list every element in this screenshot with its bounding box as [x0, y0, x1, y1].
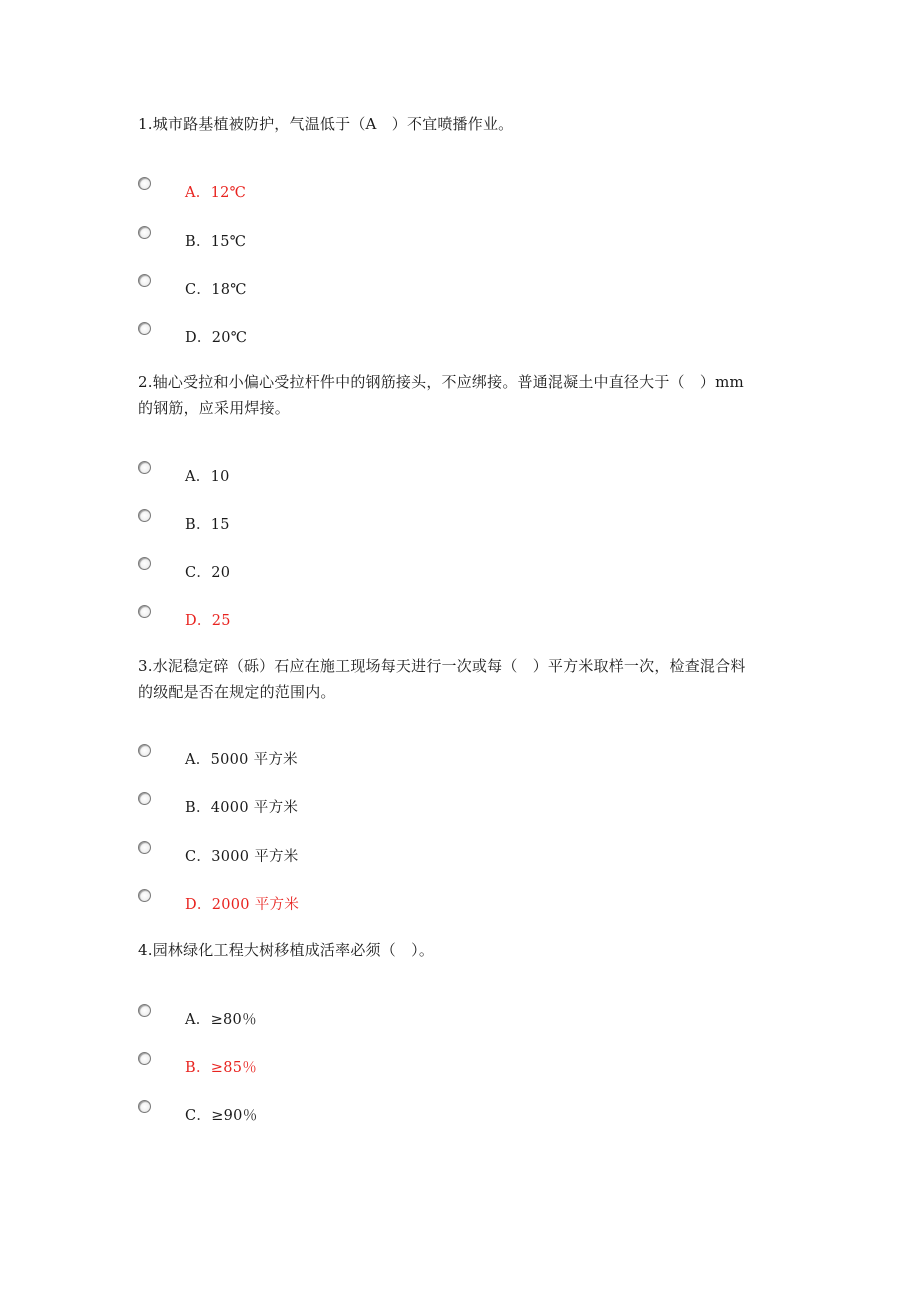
option-label: D．25 — [185, 613, 231, 629]
question-2-stem-line-1: 2.轴心受拉和小偏心受拉杆件中的钢筋接头，不应绑接。普通混凝土中直径大于（ ）mm — [138, 373, 744, 391]
question-4-stem — [138, 937, 798, 963]
question-3-option-b[interactable] — [138, 800, 538, 824]
option-label: C．3000 平方米 — [185, 849, 299, 865]
question-2-option-c[interactable] — [138, 565, 538, 589]
question-3-stem — [138, 653, 798, 705]
question-4-option-b[interactable] — [138, 1060, 538, 1084]
question-2-option-d[interactable] — [138, 613, 538, 637]
radio-button[interactable] — [138, 1004, 151, 1017]
option-label: A．5000 平方米 — [185, 752, 298, 768]
option-label: C．18℃ — [185, 282, 247, 298]
radio-button[interactable] — [138, 557, 151, 570]
radio-button[interactable] — [138, 889, 151, 902]
option-label: D．2000 平方米 — [185, 897, 300, 913]
radio-button[interactable] — [138, 274, 151, 287]
question-1-option-b[interactable] — [138, 234, 538, 258]
question-1-option-a[interactable] — [138, 185, 538, 209]
question-4-option-a[interactable] — [138, 1012, 538, 1036]
question-1-stem-line-1: 1.城市路基植被防护，气温低于（A ）不宜喷播作业。 — [138, 115, 514, 133]
radio-button[interactable] — [138, 792, 151, 805]
option-label: C．20 — [185, 565, 231, 581]
radio-button[interactable] — [138, 509, 151, 522]
option-label: A．≥80％ — [185, 1012, 257, 1028]
question-2-option-b[interactable] — [138, 517, 538, 541]
question-3-option-a[interactable] — [138, 752, 538, 776]
radio-button[interactable] — [138, 1100, 151, 1113]
question-3-option-d[interactable] — [138, 897, 538, 921]
radio-button[interactable] — [138, 744, 151, 757]
radio-button[interactable] — [138, 841, 151, 854]
question-1-stem — [138, 111, 798, 137]
radio-button[interactable] — [138, 1052, 151, 1065]
question-1-option-d[interactable] — [138, 330, 538, 354]
question-2-stem — [138, 369, 798, 421]
option-label: A．12℃ — [185, 185, 247, 201]
radio-button[interactable] — [138, 322, 151, 335]
option-label: B．15℃ — [185, 234, 247, 250]
question-3-stem-line-2: 的级配是否在规定的范围内。 — [138, 683, 336, 701]
option-label: D．20℃ — [185, 330, 248, 346]
question-2-stem-line-2: 的钢筋，应采用焊接。 — [138, 399, 291, 417]
question-3-stem-line-1: 3.水泥稳定碎（砾）石应在施工现场每天进行一次或每（ ）平方米取样一次，检查混合料 — [138, 657, 746, 675]
option-label: B．15 — [185, 517, 230, 533]
option-label: B．≥85％ — [185, 1060, 258, 1076]
radio-button[interactable] — [138, 461, 151, 474]
question-3-option-c[interactable] — [138, 849, 538, 873]
option-label: C．≥90％ — [185, 1108, 258, 1124]
option-label: B．4000 平方米 — [185, 800, 299, 816]
radio-button[interactable] — [138, 605, 151, 618]
question-1-option-c[interactable] — [138, 282, 538, 306]
question-4-option-c[interactable] — [138, 1108, 538, 1132]
question-2-option-a[interactable] — [138, 469, 538, 493]
radio-button[interactable] — [138, 177, 151, 190]
radio-button[interactable] — [138, 226, 151, 239]
option-label: A．10 — [185, 469, 230, 485]
question-4-stem-line-1: 4.园林绿化工程大树移植成活率必须（ ）。 — [138, 941, 435, 959]
